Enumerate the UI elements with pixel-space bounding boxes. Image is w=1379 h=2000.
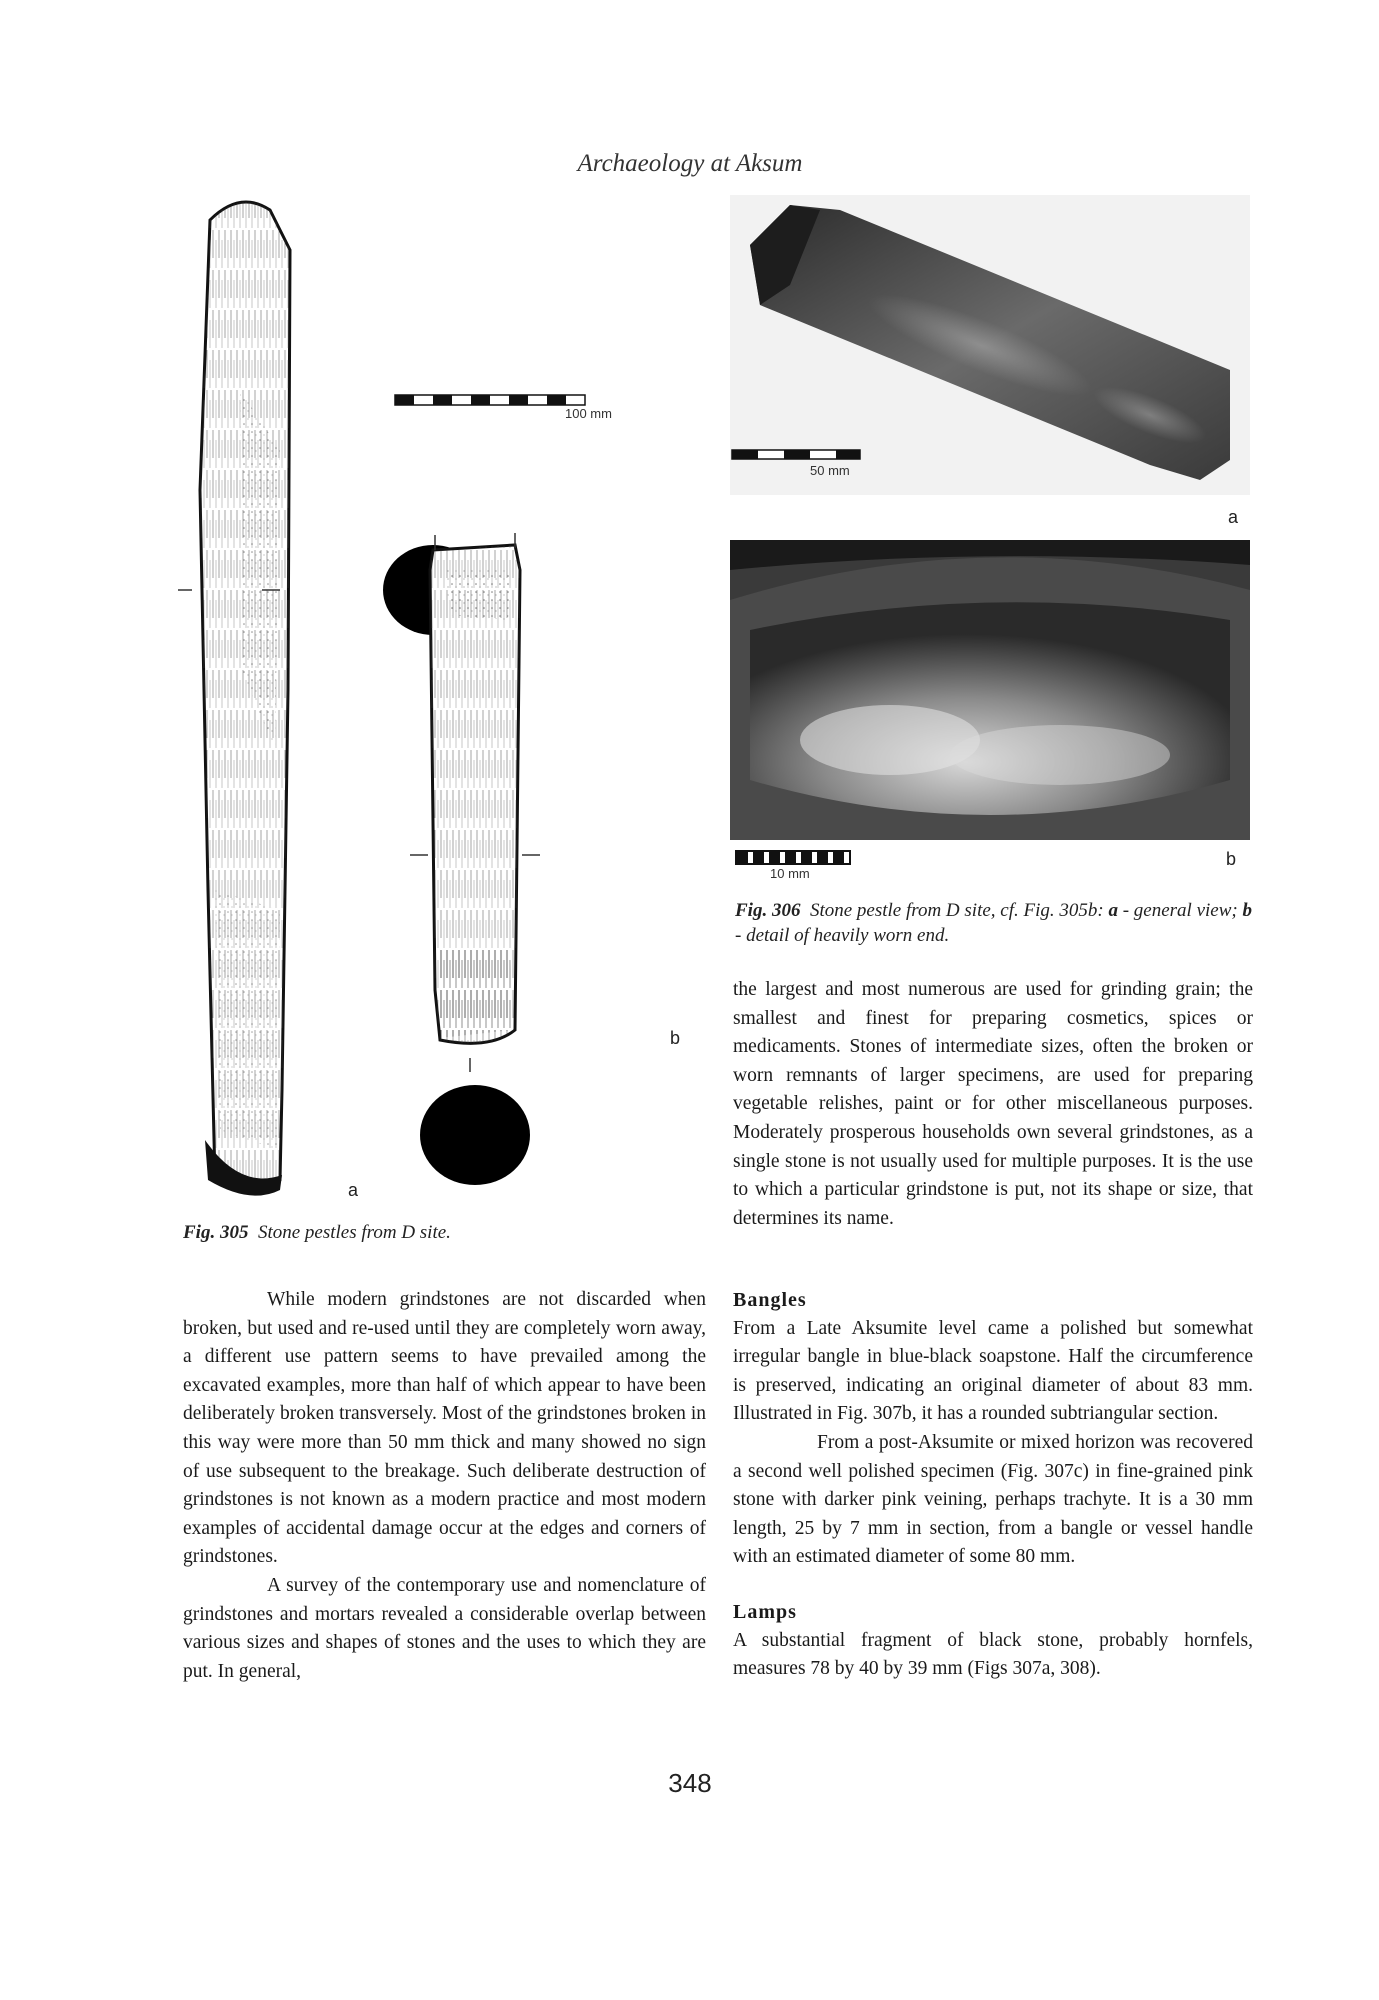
fig306-caption-number: Fig. 306 — [735, 900, 801, 921]
paragraph-bangles-2: From a post-Aksumite or mixed horizon was recovered a second well polished specimen (Fig. 307c) in fine-grained pink stone with darker pink veining, perhaps trachyte. It is a 30 mm length, 25 by 7 mm in section, from a bangle or vessel handle with an estimated diameter of some 80 mm. — [733, 1431, 1253, 1568]
photo-a-label: a — [1228, 507, 1239, 527]
page-number: 348 — [668, 1768, 712, 1798]
photo-general-view — [730, 195, 1250, 495]
scale-bar-10mm — [735, 850, 851, 865]
pestle-b-drawing — [410, 533, 540, 1072]
fig306-caption-text-3: - detail of heavily worn end. — [735, 925, 950, 946]
fig306-caption-text-1: Stone pestle from D site, cf. Fig. 305b: — [809, 900, 1104, 921]
photo-worn-end-detail — [730, 540, 1250, 840]
fig305-caption — [183, 1220, 683, 1245]
scale-label-10mm: 10 mm — [770, 866, 810, 881]
pestle-a-drawing — [178, 202, 290, 1196]
scale-bar-50mm — [732, 450, 860, 459]
heading-bangles: Bangles — [733, 1289, 807, 1311]
fig305-caption-text: Stone pestles from D site. — [257, 1222, 451, 1243]
fig306-caption-a: a — [1108, 900, 1118, 921]
right-column-top-text — [733, 976, 1253, 1233]
pestle-drawings — [170, 190, 710, 1250]
pestle-b-section — [420, 1085, 530, 1185]
scale-label-50mm: 50 mm — [810, 463, 850, 478]
figure-305 — [170, 190, 710, 1250]
scale-label-100mm: 100 mm — [565, 406, 612, 421]
paragraph-grindstone-survey: A survey of the contemporary use and nomenclature of grindstones and mortars revealed a considerable overlap between various sizes and shapes of stones and the uses to which they are put. In general, — [183, 1574, 706, 1682]
paragraph-bangles-1: From a Late Aksumite level came a polished but somewhat irregular bangle in blue-black soapstone. Half the circumference is preserved, indicating an original diameter of about 83 mm. Illustrated in Fig. 307b, it has a rounded subtriangular section. — [733, 1317, 1253, 1425]
fig306-caption — [735, 898, 1255, 948]
left-column-text — [183, 1286, 706, 1686]
heading-lamps: Lamps — [733, 1600, 797, 1623]
right-column-text — [733, 1286, 1253, 1684]
running-head: Archaeology at Aksum — [577, 150, 803, 177]
pestle-b-label: b — [670, 1028, 681, 1048]
pestle-a-label: a — [348, 1180, 359, 1200]
fig306-caption-text-2: - general view; — [1122, 900, 1238, 921]
paragraph-lamps-1: A substantial fragment of black stone, probably hornfels, measures 78 by 40 by 39 mm (Figs 307a, 308). — [733, 1629, 1253, 1680]
fig305-caption-number: Fig. 305 — [183, 1222, 249, 1243]
figure-306 — [730, 195, 1250, 915]
paragraph-grindstone-uses: the largest and most numerous are used for grinding grain; the smallest and finest for preparing cosmetics, spices or medicaments. Stones of intermediate sizes, often the broken or worn remnants of larger specimens, are used for preparing vegetable relishes, paint or for other miscellaneous purposes. Moderately prosperous households own several grindstones, as a single stone is not usually used for multiple purposes. It is the use to which a particular grindstone is put, not its shape or size, that determines its name. — [733, 979, 1253, 1229]
fig306-caption-b: b — [1242, 900, 1252, 921]
scale-bar-100mm — [395, 395, 585, 405]
photo-b-label: b — [1226, 849, 1237, 869]
paragraph-grindstone-breakage: While modern grindstones are not discarded when broken, but used and re-used until they are completely worn away, a different use pattern seems to have prevailed among the excavated examples, more than half of which appear to have been deliberately broken transversely. Most of the grindstones broken in this way were more than 50 mm thick and many showed no sign of use subsequent to the breakage. Such deliberate destruction of grindstones is not known as a modern practice and most modern examples of accidental damage occur at the edges and corners of grindstones. — [183, 1289, 706, 1568]
